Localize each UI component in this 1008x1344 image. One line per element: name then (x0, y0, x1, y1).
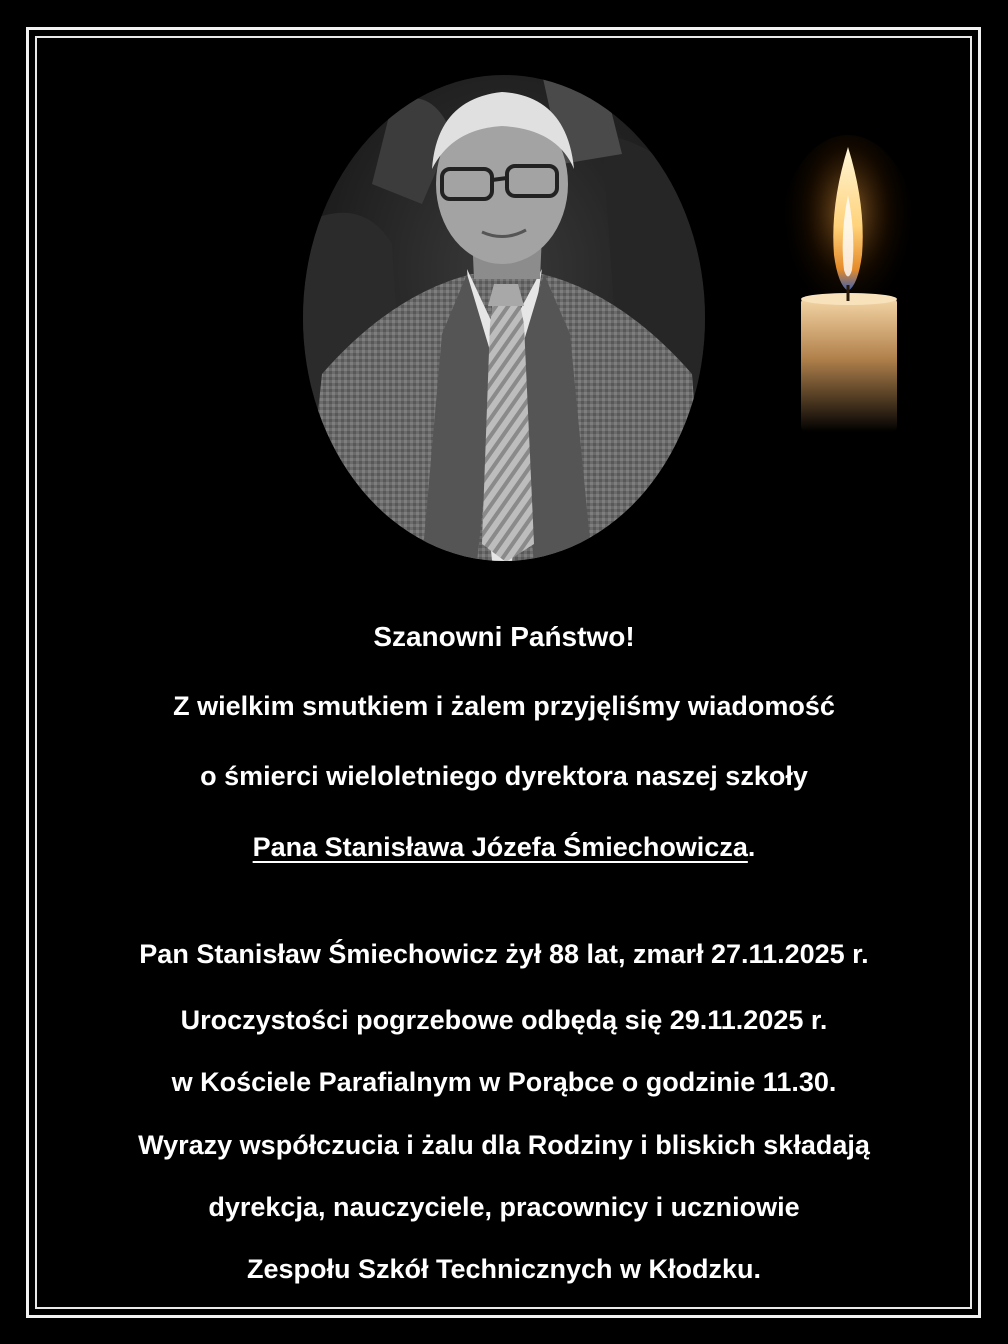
deceased-name: Pana Stanisława Józefa Śmiechowicza (252, 832, 748, 862)
deceased-name-period: . (747, 832, 756, 862)
details-line-1: Pan Stanisław Śmiechowicz żył 88 lat, zmarł 27.11.2025 r. (139, 939, 869, 969)
details-line-6: Zespołu Szkół Technicznych w Kłodzku. (246, 1254, 762, 1284)
details-line-5: dyrekcja, nauczyciele, pracownicy i uczniowie (208, 1192, 800, 1222)
announcement-line-1: Z wielkim smutkiem i żalem przyjęliśmy wiadomość (173, 691, 835, 721)
greeting: Szanowni Państwo! (373, 621, 635, 652)
details-line-4: Wyrazy współczucia i żalu dla Rodziny i bliskich składają (138, 1130, 870, 1160)
announcement-line-2: o śmierci wieloletniego dyrektora naszej szkoły (200, 761, 808, 791)
details-line-2: Uroczystości pogrzebowe odbędą się 29.11.2025 r. (180, 1005, 828, 1035)
deceased-name-line (40, 830, 968, 864)
obituary-text (40, 0, 968, 1344)
details-line-3: w Kościele Parafialnym w Porąbce o godzinie 11.30. (171, 1067, 837, 1097)
